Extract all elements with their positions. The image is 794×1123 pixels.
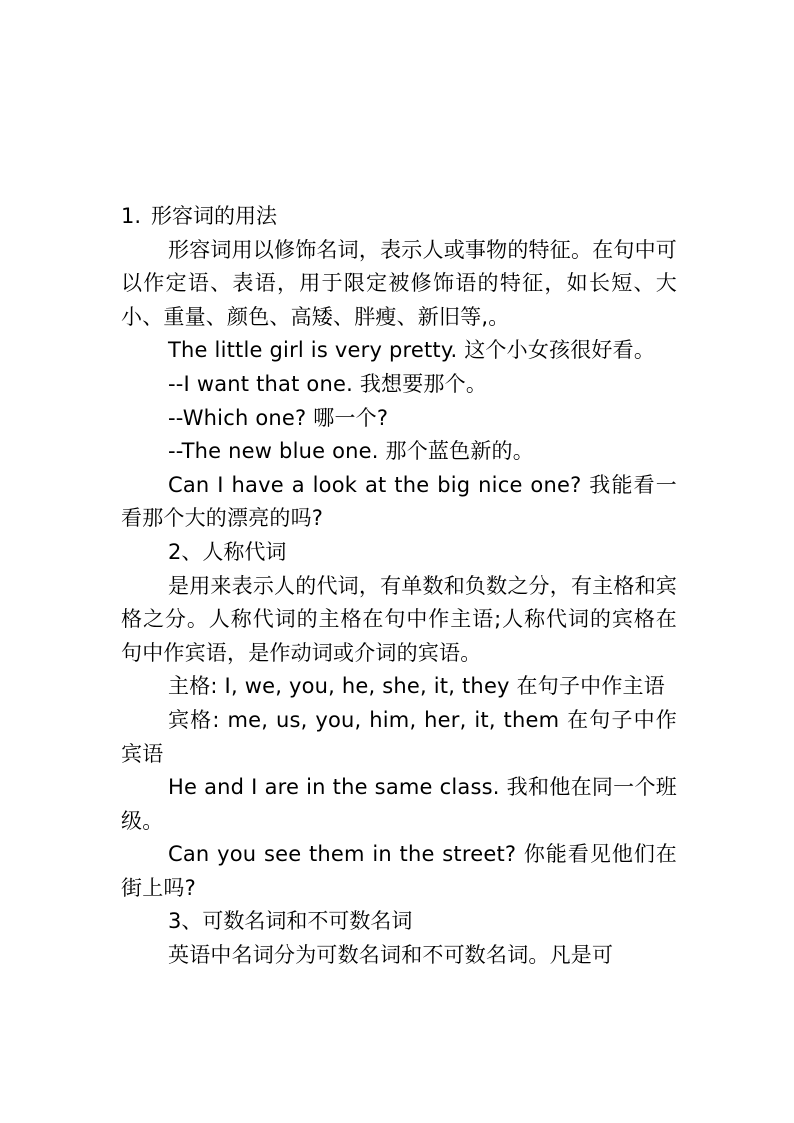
section-1-title: 形容词的用法 xyxy=(151,204,278,228)
section-3-heading: 3、可数名词和不可数名词 xyxy=(168,909,413,934)
section-1-heading xyxy=(121,200,677,234)
paragraph: 是用来表示人的代词，有单数和负数之分，有主格和宾格之分。人称代词的主格在句中作主语;人称代词的宾格在句中作宾语，是作动词或介词的宾语。 xyxy=(121,573,677,665)
example-sentence: He and I are in the same class. 我和他在同一个班级。 xyxy=(121,775,677,833)
example-sentence: --I want that one. 我想要那个。 xyxy=(168,371,488,396)
example-sentence: The little girl is very pretty. 这个小女孩很好看。 xyxy=(168,338,656,363)
document-page xyxy=(121,200,677,973)
paragraph: 主格: I, we, you, he, she, it, they 在句子中作主语 xyxy=(168,674,665,699)
paragraph: 宾格: me, us, you, him, her, it, them 在句子中作宾语 xyxy=(121,707,677,766)
paragraph: 形容词用以修饰名词，表示人或事物的特征。在句中可以作定语、表语，用于限定被修饰语的特征，如长短、大小、重量、颜色、高矮、胖瘦、新旧等,。 xyxy=(121,237,677,329)
example-sentence: --Which one? 哪一个? xyxy=(168,405,389,430)
section-1-number: 1. xyxy=(121,204,142,228)
section-2-heading: 2、人称代词 xyxy=(168,539,287,564)
example-sentence: Can you see them in the street? 你能看见他们在街上吗? xyxy=(121,842,677,900)
example-sentence: Can I have a look at the big nice one? 我能看一看那个大的漂亮的吗? xyxy=(121,472,677,531)
example-sentence: --The new blue one. 那个蓝色新的。 xyxy=(168,439,534,464)
paragraph: 英语中名词分为可数名词和不可数名词。凡是可 xyxy=(168,943,614,968)
